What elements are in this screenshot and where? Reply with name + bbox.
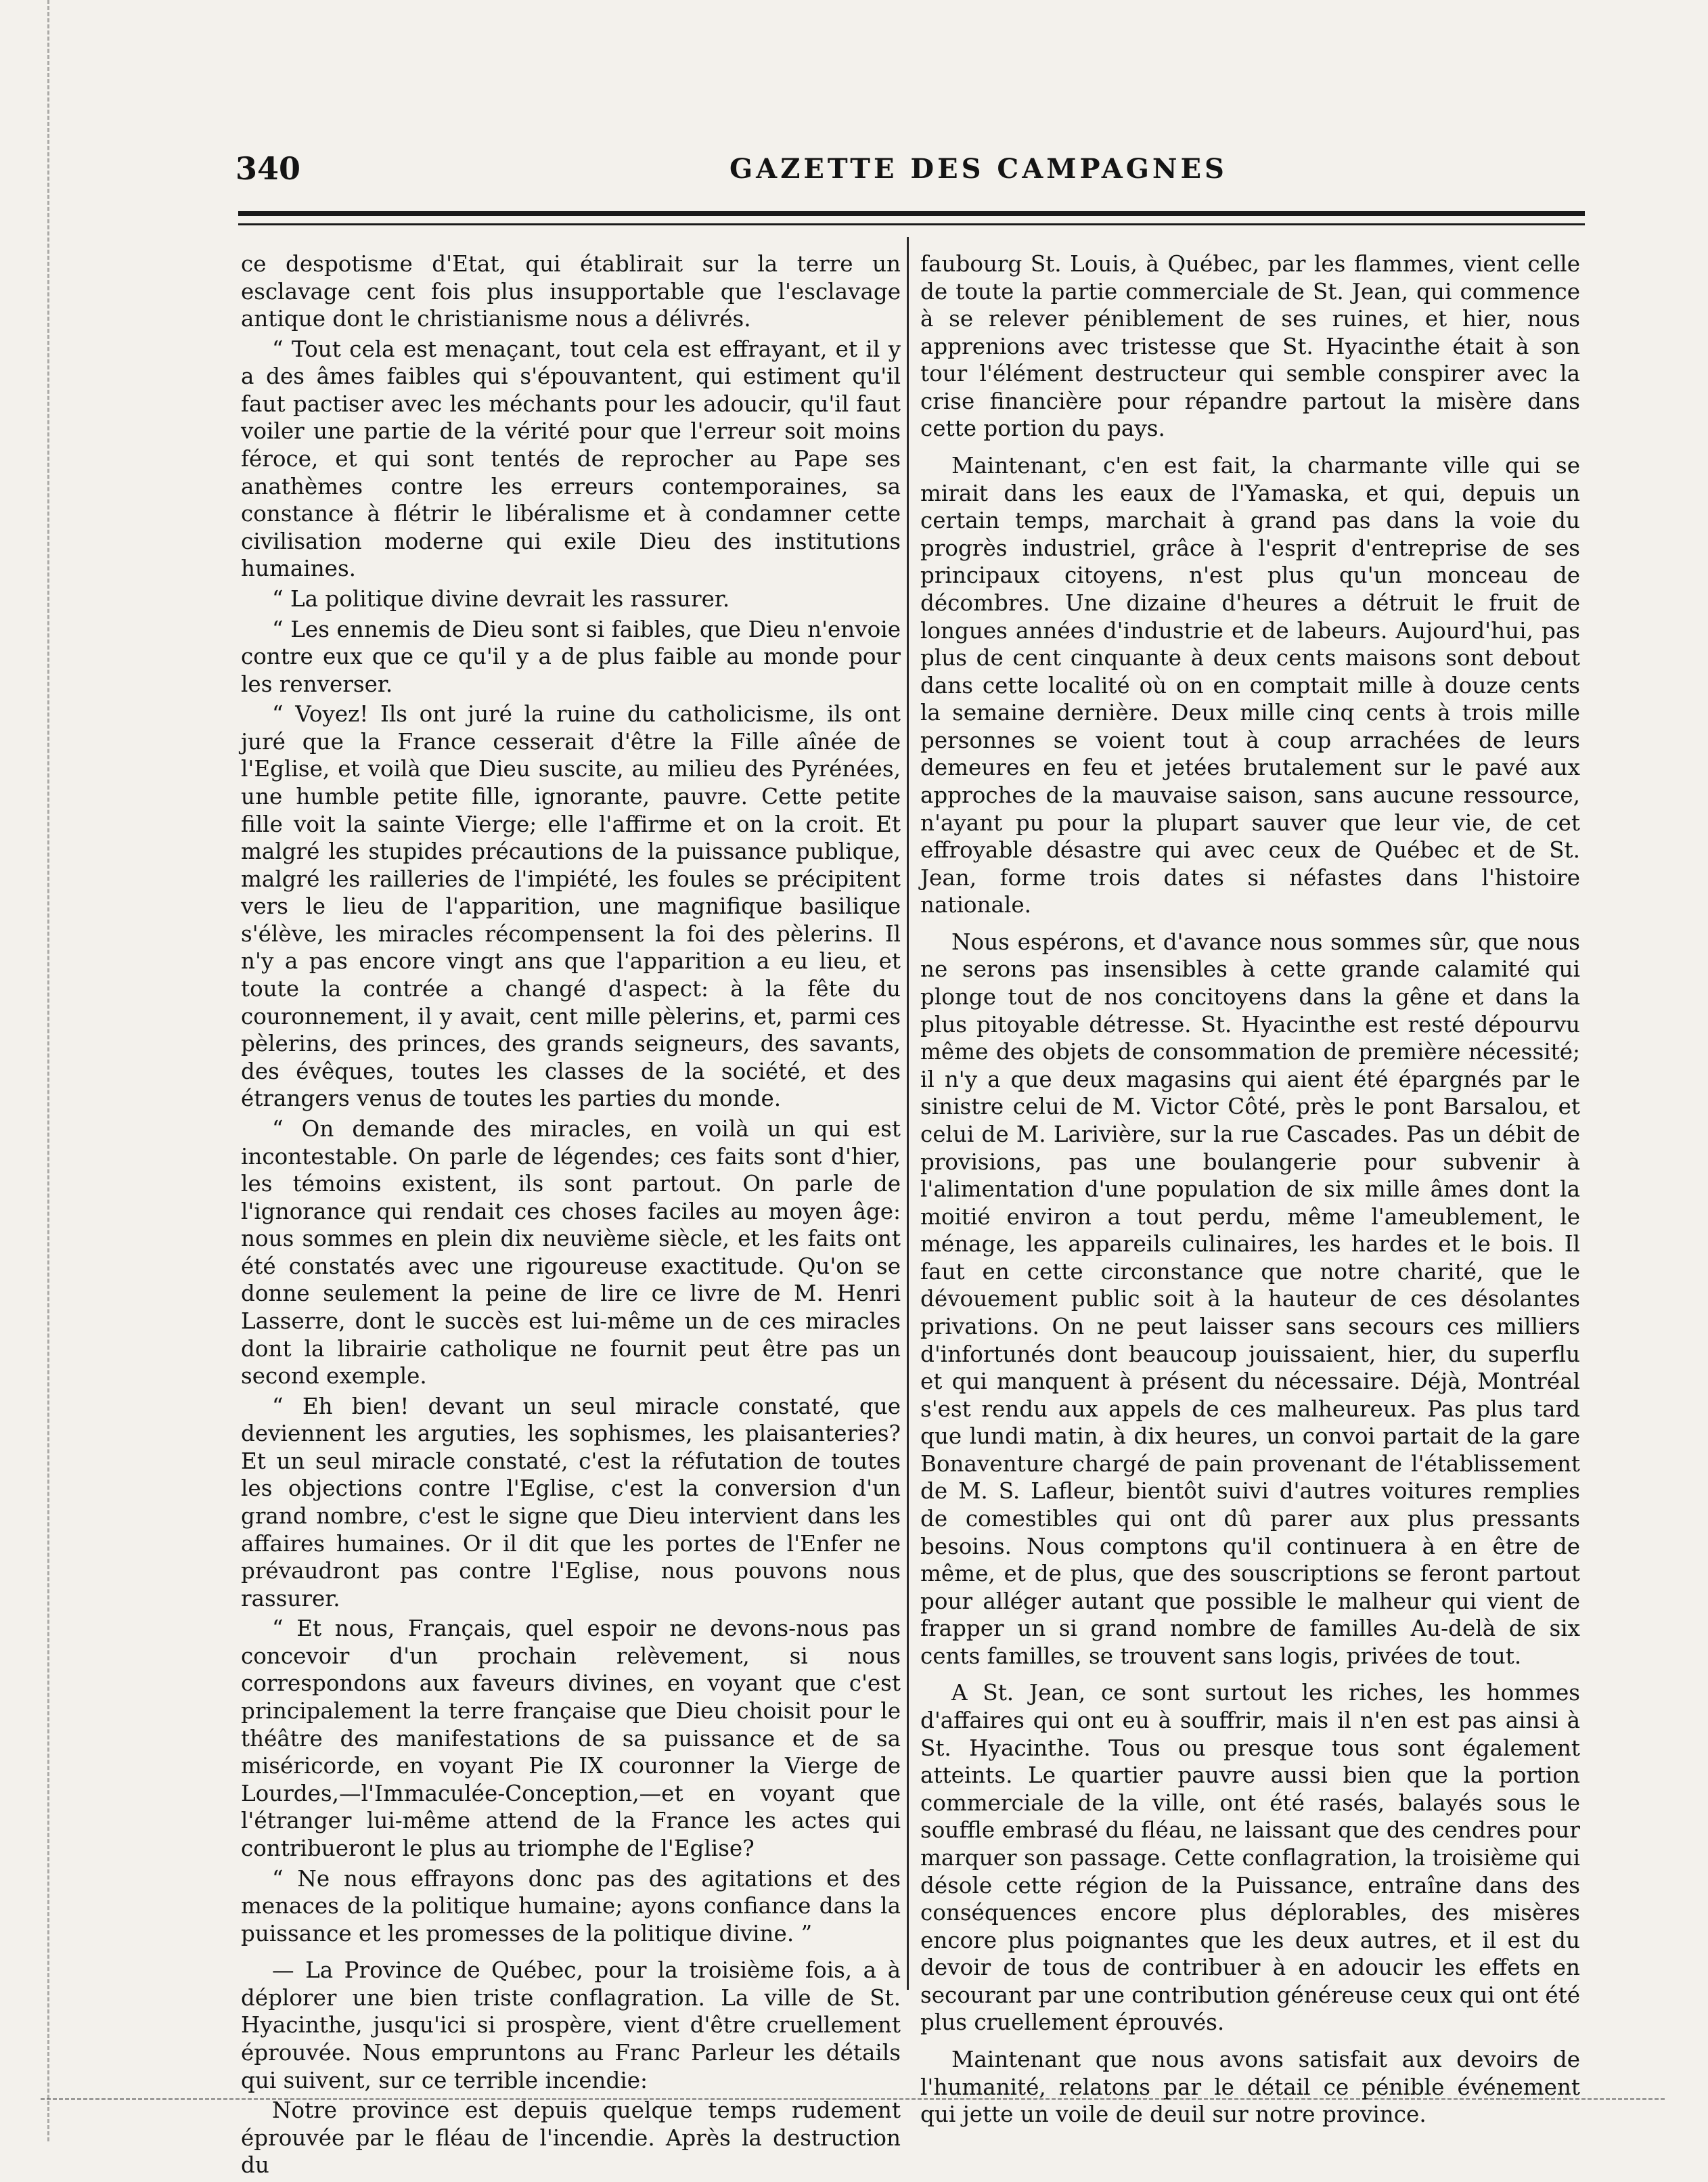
scan-edge-left (47, 0, 53, 2141)
paragraph: “ La politique divine devrait les rassurer. (272, 585, 730, 612)
paragraph: “ Et nous, Français, quel espoir ne devons-nous pas concevoir d'un prochain relèvement, si nous correspondons aux faveurs divines, en voyant que c'est principalement la terre française que Dieu choisit pour le théâtre des manifestations de sa puissance et de sa miséricorde, en voyant Pie IX couronner la Vierge de Lourdes,—l'Immaculée-Conception,—et en voyant que l'étranger lui-même attend de la France les actes qui contribueront le plus au triomphe de l'Eglise? (241, 1616, 901, 1861)
paragraph: “ Voyez! Ils ont juré la ruine du catholicisme, ils ont juré que la France cesserait d'être la Fille aînée de l'Eglise, et voilà que Dieu suscite, au milieu des Pyrénées, une humble petite fille, ignorante, pauvre. Cette petite fille voit la sainte Vierge; elle l'affirme et on la croit. Et malgré les stupides précautions de la puissance publique, malgré les railleries de l'impiété, les foules se précipitent vers le lieu de l'apparition, une magnifique basilique s'élève, les miracles récompensent la foi des pèlerins. Il n'y a pas encore vingt ans que l'apparition a eu lieu, et toute la contrée a changé d'aspect: à la fête du couronnement, il y avait, cent mille pèlerins, et, parmi ces pèlerins, des princes, des grands seigneurs, des savants, des évêques, toutes les classes de la société, et des étrangers venus de toutes les parties du monde. (241, 701, 901, 1112)
paragraph: Maintenant, c'en est fait, la charmante ville qui se mirait dans les eaux de l'Yamaska, et qui, depuis un certain temps, marchait à grand pas dans la voie du progrès industriel, grâce à l'esprit d'entreprise de ses principaux citoyens, n'est plus qu'un monceau de décombres. Une dizaine d'heures a détruit le fruit de longues années d'industrie et de labeurs. Aujourd'hui, pas plus de cent cinquante à deux cents maisons sont debout dans cette localité où on en comptait mille à douze cents la semaine dernière. Deux mille cinq cents à trois mille personnes se voient tout à coup arrachées de leurs demeures en feu et jetées brutalement sur le pavé aux approches de la mauvaise saison, sans aucune ressource, n'ayant pu pour la plupart sauver que leur vie, de cet effroyable désastre qui avec ceux de Québec et de St. Jean, forme trois dates si néfastes dans l'histoire nationale. (920, 453, 1580, 918)
page-number: 340 (235, 150, 301, 187)
page-header (235, 150, 1589, 191)
paragraph: “ Ne nous effrayons donc pas des agitations et des menaces de la politique humaine; ayons confiance dans la puissance et les promesses de la politique divine. ” (241, 1865, 901, 1946)
running-title: GAZETTE DES CAMPAGNES (729, 153, 1228, 185)
paragraph: “ Eh bien! devant un seul miracle constaté, que deviennent les arguties, les sophismes, les plaisanteries? Et un seul miracle constaté, c'est la réfutation de toutes les objections contre l'Eglise, c'est la conversion d'un grand nombre, c'est le signe que Dieu intervient dans les affaires humaines. Or il dit que les portes de l'Enfer ne prévaudront pas contre l'Eglise, nous pouvons nous rassurer. (241, 1393, 901, 1611)
header-rule-thick (238, 211, 1585, 216)
paragraph: — La Province de Québec, pour la troisième fois, a à déplorer une bien triste conflagration. La ville de St. Hyacinthe, jusqu'ici si prospère, vient d'être cruellement éprouvée. Nous empruntons au Franc Parleur les détails qui suivent, sur ce terrible incendie: (241, 1957, 901, 2093)
right-column (920, 250, 1580, 2131)
header-rule-thin (238, 223, 1585, 225)
left-column (241, 250, 901, 2182)
paragraph: faubourg St. Louis, à Québec, par les flammes, vient celle de toute la partie commerciale de St. Jean, qui commence à se relever péniblement de ses ruines, et hier, nous apprenions avec tristesse que St. Hyacinthe était à son tour l'élément destructeur qui semble conspirer avec la crise financière pour répandre partout la misère dans cette portion du pays. (920, 251, 1580, 442)
paragraph: “ On demande des miracles, en voilà un qui est incontestable. On parle de légendes; ces faits sont d'hier, les témoins existent, ils sont partout. On parle de l'ignorance qui rendait ces choses faciles au moyen âge: nous sommes en plein dix neuvième siècle, et les faits ont été constatés avec une rigoureuse exactitude. Qu'on se donne seulement la peine de lire ce livre de M. Henri Lasserre, dont le succès est lui-même un de ces miracles dont la librairie catholique ne fournit peut être pas un second exemple. (241, 1115, 901, 1389)
paragraph: “ Tout cela est menaçant, tout cela est effrayant, et il y a des âmes faibles qui s'épouvantent, qui estiment qu'il faut pactiser avec les méchants pour les adoucir, qu'il faut voiler une partie de la vérité pour que l'erreur soit moins féroce, et qui sont tentés de reprocher au Pape ses anathèmes contre les erreurs contemporaines, sa constance à flétrir le libéralisme et à condamner cette civilisation moderne qui exile Dieu des institutions humaines. (241, 336, 901, 582)
paragraph: “ Les ennemis de Dieu sont si faibles, que Dieu n'envoie contre eux que ce qu'il y a de plus faible au monde pour les renverser. (241, 616, 901, 697)
paragraph: ce despotisme d'Etat, qui établirait sur la terre un esclavage cent fois plus insupportable que l'esclavage antique dont le christianisme nous a délivrés. (241, 251, 901, 332)
paragraph: Nous espérons, et d'avance nous sommes sûr, que nous ne serons pas insensibles à cette grande calamité qui plonge tout de nos concitoyens dans la gêne et dans la plus pitoyable détresse. St. Hyacinthe est resté dépourvu même des objets de consommation de première nécessité; il n'y a que deux magasins qui aient été épargnés par le sinistre celui de M. Victor Côté, près le pont Barsalou, et celui de M. Larivière, sur la rue Cascades. Pas un débit de provisions, pas une boulangerie pour subvenir à l'alimentation d'une population de six mille âmes dont la moitié environ a tout perdu, même l'ameublement, le ménage, les appareils culinaires, les hardes et le bois. Il faut en cette circonstance que notre charité, que le dévouement public soit à la hauteur de ces désolantes privations. On ne peut laisser sans secours ces milliers d'infortunés dont beaucoup jouissaient, hier, du superflu et qui manquent à présent du nécessaire. Déjà, Montréal s'est rendu aux appels de ces malheureux. Pas plus tard que lundi matin, à dix heures, un convoi partait de la gare Bonaventure chargé de pain provenant de l'établissement de M. S. Lafleur, bientôt suivi d'autres voitures remplies de comestibles qui ont dû parer aux plus pressants besoins. Nous comptons qu'il continuera à en être de même, et de plus, que des souscriptions se feront partout pour alléger autant que possible le malheur qui vient de frapper un si grand nombre de familles Au-delà de six cents familles, se trouvent sans logis, privées de tout. (920, 929, 1580, 1669)
column-separator (907, 237, 909, 1990)
paragraph: Maintenant que nous avons satisfait aux devoirs de l'humanité, relatons par le détail ce pénible événement qui jette un voile de deuil sur notre province. (920, 2047, 1580, 2128)
paragraph: A St. Jean, ce sont surtout les riches, les hommes d'affaires qui ont eu à souffrir, mais il n'en est pas ainsi à St. Hyacinthe. Tous ou presque tous sont également atteints. Le quartier pauvre aussi bien que la portion commerciale de la ville, ont été rasés, balayés sous le souffle embrasé du fléau, ne laissant que des cendres pour marquer son passage. Cette conflagration, la troisième qui désole cette région de la Puissance, entraîne dans des conséquences encore plus déplorables, des misères encore plus poignantes que les deux autres, et il est du devoir de tous de contribuer à en adoucir les effets en secourant par une contribution généreuse ceux qui ont été plus cruellement éprouvés. (920, 1680, 1580, 2036)
paragraph: Notre province est depuis quelque temps rudement éprouvée par le fléau de l'incendie. Après la destruction du (241, 2097, 901, 2179)
